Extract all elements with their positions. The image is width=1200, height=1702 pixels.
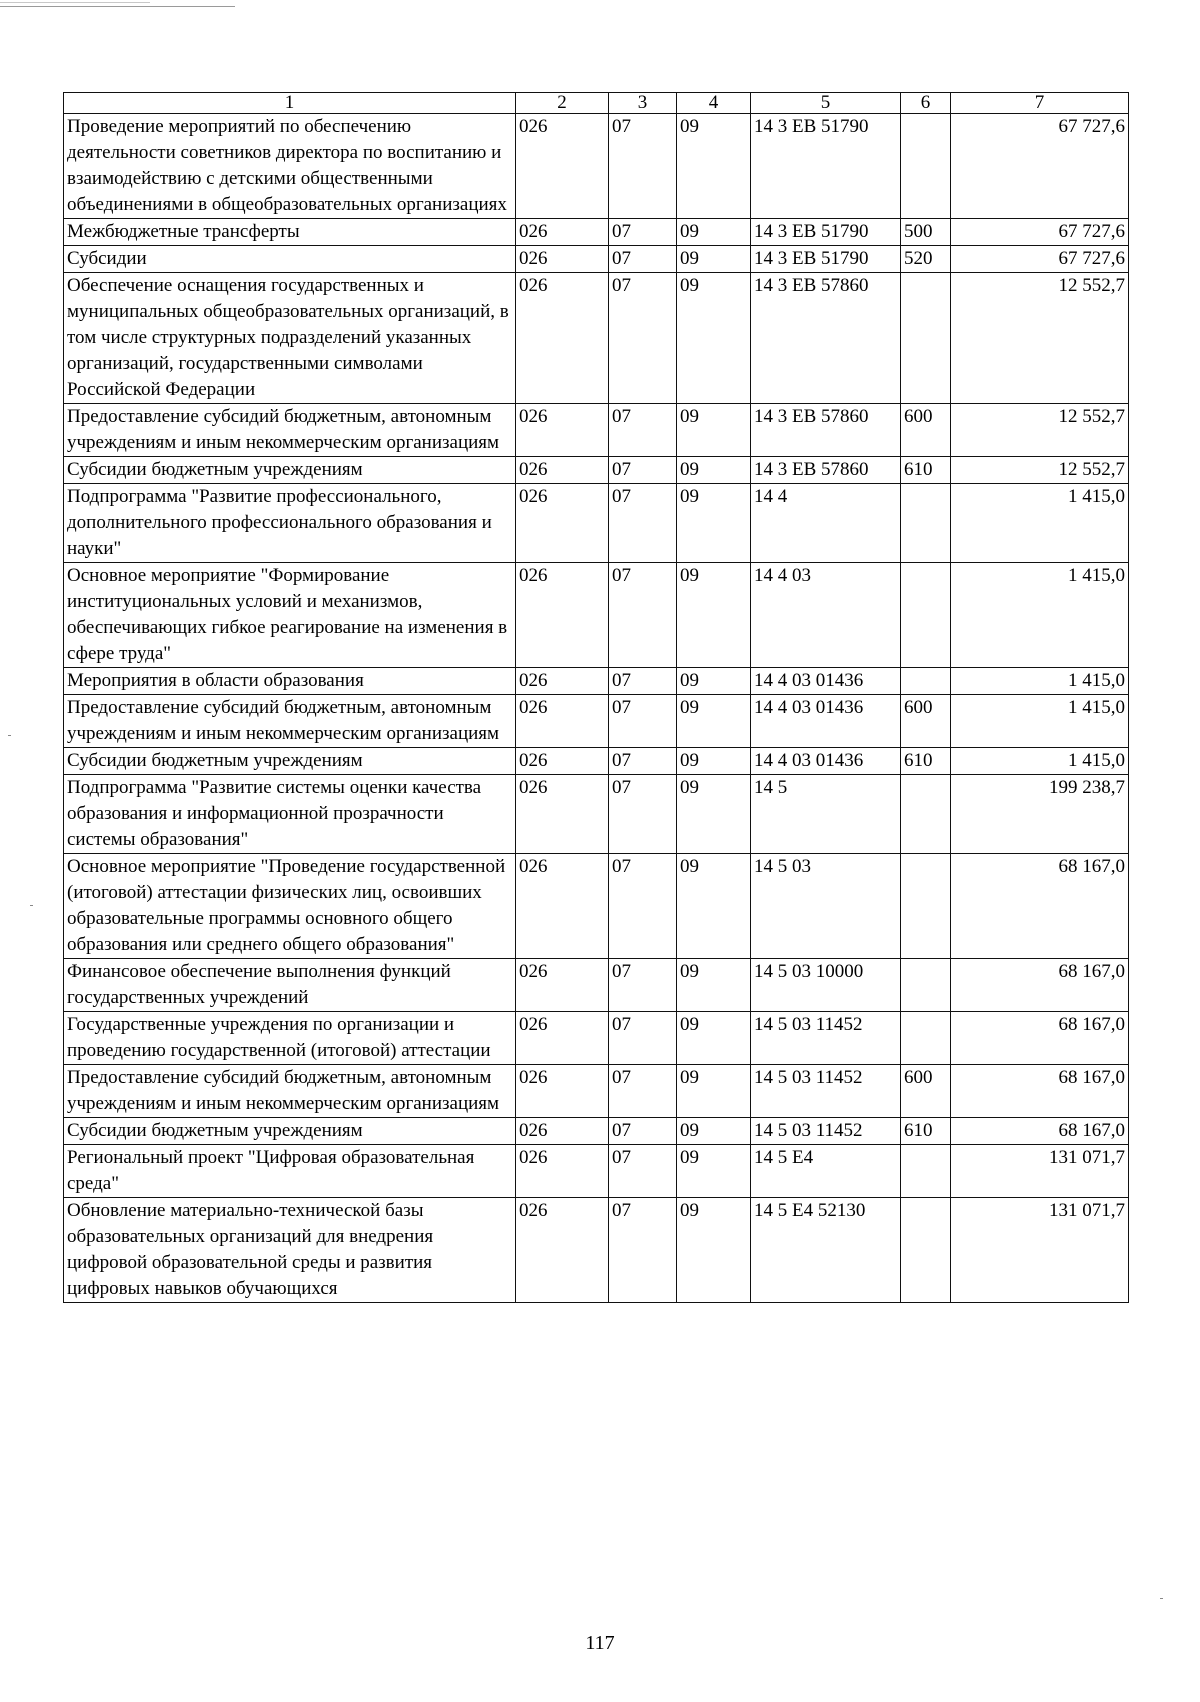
subsection-cell: 09: [677, 775, 751, 854]
section-cell: 07: [609, 1065, 677, 1118]
target-article-cell: 14 4 03 01436: [751, 748, 901, 775]
expense-type-cell: [901, 668, 951, 695]
subsection-cell: 09: [677, 273, 751, 404]
target-article-cell: 14 3 ЕВ 57860: [751, 404, 901, 457]
ministry-code-cell: 026: [516, 695, 609, 748]
row-name-cell: Финансовое обеспечение выполнения функций государственных учреждений: [64, 959, 516, 1012]
amount-cell: 68 167,0: [951, 1118, 1129, 1145]
table-row: [64, 1145, 1129, 1198]
scan-artifact: [0, 6, 235, 7]
column-header-1: 1: [64, 93, 516, 114]
row-name-cell: Обновление материально-технической базы образовательных организаций для внедрения цифровой образовательной среды и развития цифровых навыков обучающихся: [64, 1198, 516, 1303]
ministry-code-cell: 026: [516, 246, 609, 273]
amount-cell: 1 415,0: [951, 748, 1129, 775]
section-cell: 07: [609, 1145, 677, 1198]
expense-type-cell: [901, 775, 951, 854]
section-cell: 07: [609, 1012, 677, 1065]
column-header-3: 3: [609, 93, 677, 114]
table-row: [64, 748, 1129, 775]
section-cell: 07: [609, 219, 677, 246]
expense-type-cell: [901, 273, 951, 404]
amount-cell: 67 727,6: [951, 219, 1129, 246]
row-name-cell: Предоставление субсидий бюджетным, автономным учреждениям и иным некоммерческим организациям: [64, 404, 516, 457]
ministry-code-cell: 026: [516, 1065, 609, 1118]
row-name-cell: Субсидии бюджетным учреждениям: [64, 1118, 516, 1145]
section-cell: 07: [609, 1198, 677, 1303]
section-cell: 07: [609, 959, 677, 1012]
ministry-code-cell: 026: [516, 748, 609, 775]
expense-type-cell: [901, 854, 951, 959]
table-row: [64, 1118, 1129, 1145]
section-cell: 07: [609, 854, 677, 959]
table-row: [64, 854, 1129, 959]
target-article-cell: 14 4 03: [751, 563, 901, 668]
subsection-cell: 09: [677, 404, 751, 457]
scan-speck: [30, 905, 33, 906]
amount-cell: 68 167,0: [951, 1065, 1129, 1118]
section-cell: 07: [609, 1118, 677, 1145]
row-name-cell: Обеспечение оснащения государственных и муниципальных общеобразовательных организаций, в том числе структурных подразделений указанных организаций, государственными символами Российской Федерации: [64, 273, 516, 404]
target-article-cell: 14 5 03 11452: [751, 1012, 901, 1065]
section-cell: 07: [609, 273, 677, 404]
expense-type-cell: [901, 114, 951, 219]
ministry-code-cell: 026: [516, 563, 609, 668]
table-row: [64, 563, 1129, 668]
target-article-cell: 14 5 03 10000: [751, 959, 901, 1012]
column-header-2: 2: [516, 93, 609, 114]
subsection-cell: 09: [677, 1012, 751, 1065]
table-body: [64, 114, 1129, 1303]
amount-cell: 68 167,0: [951, 959, 1129, 1012]
target-article-cell: 14 5 Е4: [751, 1145, 901, 1198]
amount-cell: 67 727,6: [951, 246, 1129, 273]
amount-cell: 1 415,0: [951, 484, 1129, 563]
table-row: [64, 959, 1129, 1012]
table-row: [64, 1065, 1129, 1118]
expense-type-cell: 520: [901, 246, 951, 273]
expense-type-cell: [901, 484, 951, 563]
amount-cell: 68 167,0: [951, 1012, 1129, 1065]
section-cell: 07: [609, 668, 677, 695]
amount-cell: 12 552,7: [951, 404, 1129, 457]
subsection-cell: 09: [677, 484, 751, 563]
table-row: [64, 246, 1129, 273]
ministry-code-cell: 026: [516, 457, 609, 484]
page-number: 117: [585, 1632, 615, 1654]
row-name-cell: Межбюджетные трансферты: [64, 219, 516, 246]
ministry-code-cell: 026: [516, 273, 609, 404]
row-name-cell: Субсидии: [64, 246, 516, 273]
ministry-code-cell: 026: [516, 114, 609, 219]
row-name-cell: Основное мероприятие "Проведение государственной (итоговой) аттестации физических лиц, освоивших образовательные программы основного общего образования или среднего общего образования": [64, 854, 516, 959]
subsection-cell: 09: [677, 246, 751, 273]
target-article-cell: 14 5: [751, 775, 901, 854]
ministry-code-cell: 026: [516, 1198, 609, 1303]
subsection-cell: 09: [677, 457, 751, 484]
ministry-code-cell: 026: [516, 854, 609, 959]
amount-cell: 67 727,6: [951, 114, 1129, 219]
table-row: [64, 1012, 1129, 1065]
amount-cell: 1 415,0: [951, 563, 1129, 668]
amount-cell: 131 071,7: [951, 1145, 1129, 1198]
expense-type-cell: 610: [901, 1118, 951, 1145]
expense-type-cell: 600: [901, 695, 951, 748]
subsection-cell: 09: [677, 219, 751, 246]
ministry-code-cell: 026: [516, 959, 609, 1012]
section-cell: 07: [609, 695, 677, 748]
table-row: [64, 457, 1129, 484]
table-row: [64, 404, 1129, 457]
table-row: [64, 114, 1129, 219]
column-header-7: 7: [951, 93, 1129, 114]
expense-type-cell: [901, 959, 951, 1012]
scan-artifact: [0, 2, 150, 3]
ministry-code-cell: 026: [516, 219, 609, 246]
target-article-cell: 14 3 ЕВ 51790: [751, 219, 901, 246]
row-name-cell: Проведение мероприятий по обеспечению деятельности советников директора по воспитанию и взаимодействию с детскими общественными объединениями в общеобразовательных организациях: [64, 114, 516, 219]
table-row: [64, 219, 1129, 246]
target-article-cell: 14 5 03: [751, 854, 901, 959]
ministry-code-cell: 026: [516, 668, 609, 695]
ministry-code-cell: 026: [516, 775, 609, 854]
amount-cell: 12 552,7: [951, 457, 1129, 484]
section-cell: 07: [609, 484, 677, 563]
section-cell: 07: [609, 775, 677, 854]
expense-type-cell: 500: [901, 219, 951, 246]
table-row: [64, 668, 1129, 695]
row-name-cell: Мероприятия в области образования: [64, 668, 516, 695]
amount-cell: 131 071,7: [951, 1198, 1129, 1303]
ministry-code-cell: 026: [516, 1012, 609, 1065]
subsection-cell: 09: [677, 1118, 751, 1145]
target-article-cell: 14 3 ЕВ 57860: [751, 273, 901, 404]
row-name-cell: Региональный проект "Цифровая образовательная среда": [64, 1145, 516, 1198]
section-cell: 07: [609, 457, 677, 484]
target-article-cell: 14 4 03 01436: [751, 695, 901, 748]
target-article-cell: 14 3 ЕВ 57860: [751, 457, 901, 484]
row-name-cell: Подпрограмма "Развитие профессионального, дополнительного профессионального образования и науки": [64, 484, 516, 563]
amount-cell: 199 238,7: [951, 775, 1129, 854]
subsection-cell: 09: [677, 1065, 751, 1118]
target-article-cell: 14 5 03 11452: [751, 1118, 901, 1145]
row-name-cell: Субсидии бюджетным учреждениям: [64, 748, 516, 775]
amount-cell: 68 167,0: [951, 854, 1129, 959]
section-cell: 07: [609, 563, 677, 668]
ministry-code-cell: 026: [516, 484, 609, 563]
expense-type-cell: [901, 1145, 951, 1198]
section-cell: 07: [609, 246, 677, 273]
expense-type-cell: [901, 563, 951, 668]
row-name-cell: Государственные учреждения по организации и проведению государственной (итоговой) аттестации: [64, 1012, 516, 1065]
target-article-cell: 14 3 ЕВ 51790: [751, 246, 901, 273]
subsection-cell: 09: [677, 854, 751, 959]
table-row: [64, 273, 1129, 404]
column-header-4: 4: [677, 93, 751, 114]
target-article-cell: 14 4 03 01436: [751, 668, 901, 695]
target-article-cell: 14 5 Е4 52130: [751, 1198, 901, 1303]
expense-type-cell: [901, 1012, 951, 1065]
subsection-cell: 09: [677, 748, 751, 775]
ministry-code-cell: 026: [516, 404, 609, 457]
amount-cell: 1 415,0: [951, 668, 1129, 695]
expense-type-cell: [901, 1198, 951, 1303]
subsection-cell: 09: [677, 563, 751, 668]
target-article-cell: 14 4: [751, 484, 901, 563]
ministry-code-cell: 026: [516, 1118, 609, 1145]
row-name-cell: Субсидии бюджетным учреждениям: [64, 457, 516, 484]
row-name-cell: Предоставление субсидий бюджетным, автономным учреждениям и иным некоммерческим организациям: [64, 1065, 516, 1118]
column-header-6: 6: [901, 93, 951, 114]
table-row: [64, 1198, 1129, 1303]
table-row: [64, 484, 1129, 563]
table-row: [64, 695, 1129, 748]
header-row: [64, 93, 1129, 114]
subsection-cell: 09: [677, 1145, 751, 1198]
subsection-cell: 09: [677, 114, 751, 219]
subsection-cell: 09: [677, 1198, 751, 1303]
ministry-code-cell: 026: [516, 1145, 609, 1198]
section-cell: 07: [609, 404, 677, 457]
scan-speck: [1160, 1598, 1163, 1599]
column-header-5: 5: [751, 93, 901, 114]
amount-cell: 12 552,7: [951, 273, 1129, 404]
section-cell: 07: [609, 748, 677, 775]
table-row: [64, 775, 1129, 854]
target-article-cell: 14 5 03 11452: [751, 1065, 901, 1118]
expense-type-cell: 610: [901, 457, 951, 484]
subsection-cell: 09: [677, 695, 751, 748]
row-name-cell: Предоставление субсидий бюджетным, автономным учреждениям и иным некоммерческим организациям: [64, 695, 516, 748]
subsection-cell: 09: [677, 668, 751, 695]
row-name-cell: Подпрограмма "Развитие системы оценки качества образования и информационной прозрачности системы образования": [64, 775, 516, 854]
target-article-cell: 14 3 ЕВ 51790: [751, 114, 901, 219]
subsection-cell: 09: [677, 959, 751, 1012]
budget-table: [63, 92, 1129, 1303]
expense-type-cell: 600: [901, 1065, 951, 1118]
expense-type-cell: 610: [901, 748, 951, 775]
expense-type-cell: 600: [901, 404, 951, 457]
row-name-cell: Основное мероприятие "Формирование институциональных условий и механизмов, обеспечивающих гибкое реагирование на изменения в сфере труда": [64, 563, 516, 668]
scan-speck: [8, 735, 11, 736]
amount-cell: 1 415,0: [951, 695, 1129, 748]
section-cell: 07: [609, 114, 677, 219]
